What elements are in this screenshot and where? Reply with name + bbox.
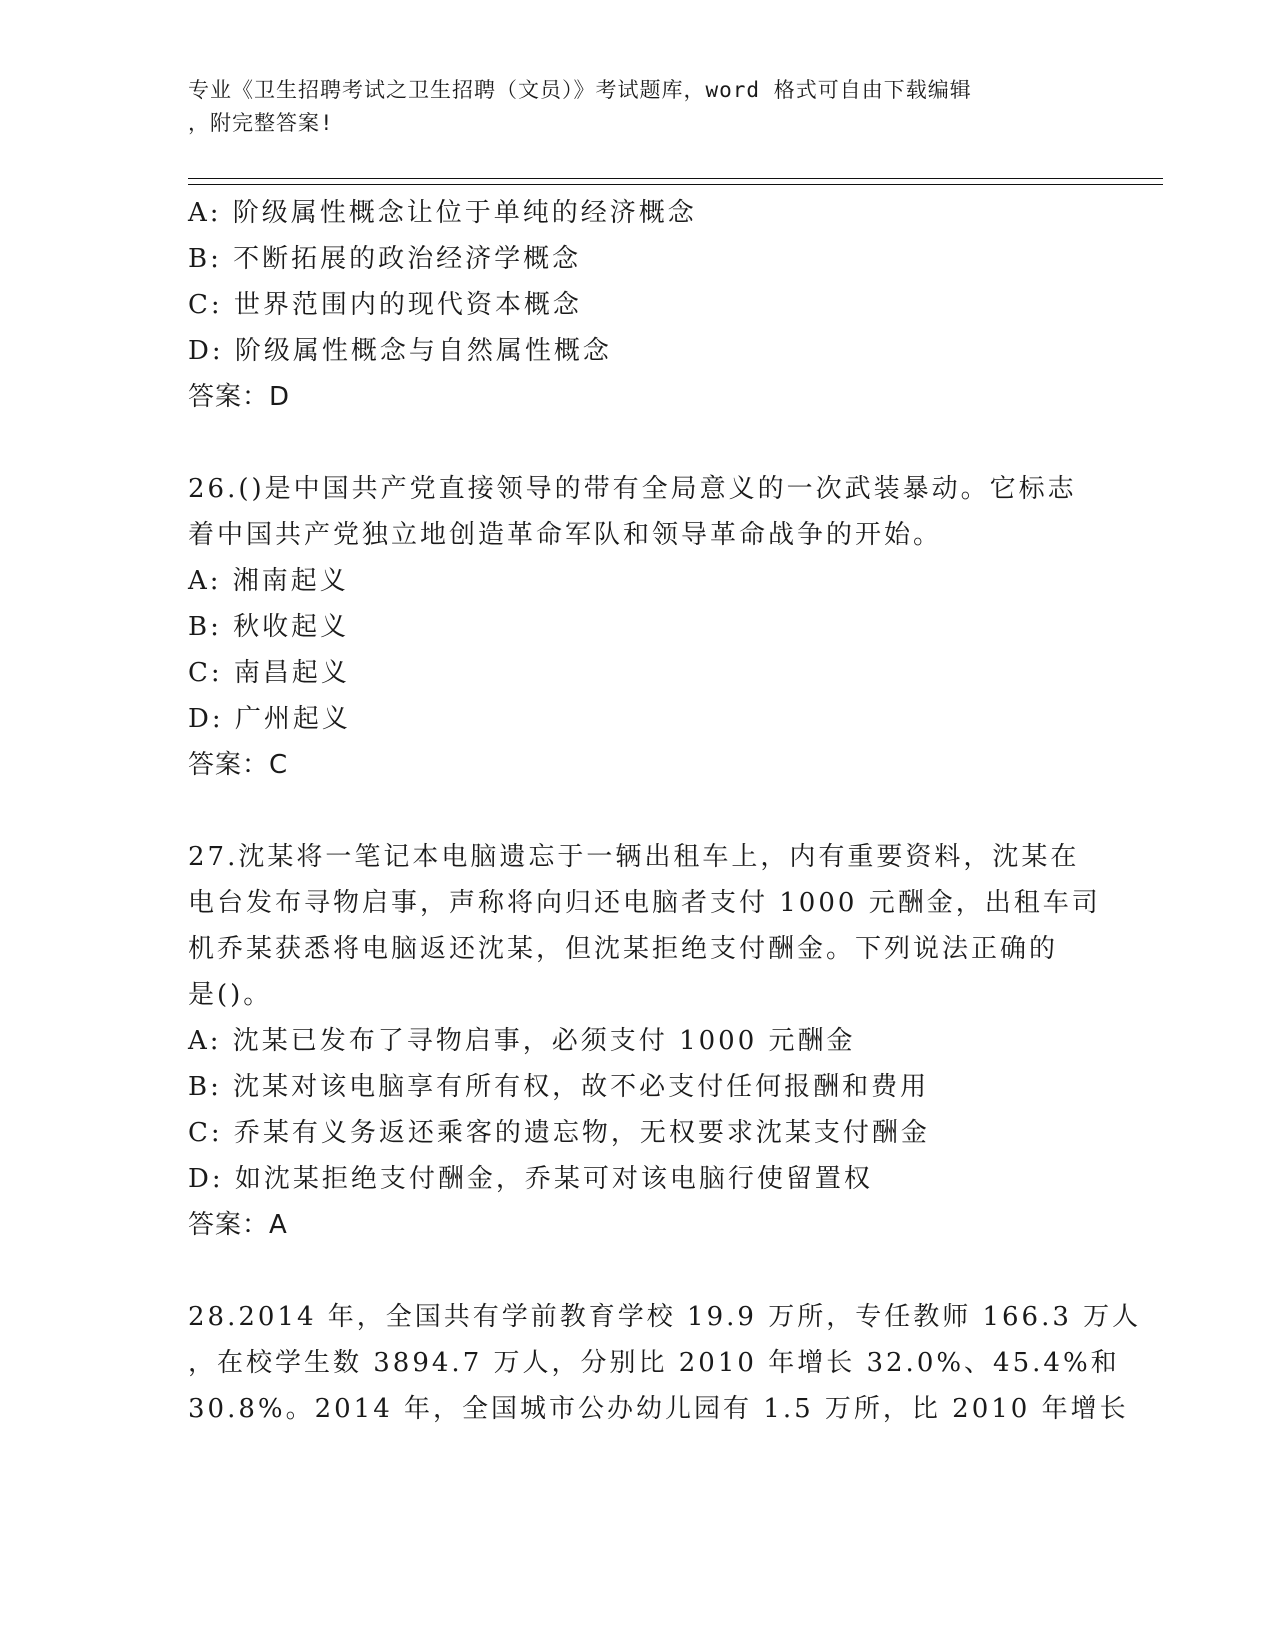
answer-line: 答案：C <box>188 750 289 780</box>
option-b: B: 不断拓展的政治经济学概念 <box>188 244 582 274</box>
question-stem-line: 是()。 <box>188 980 273 1010</box>
question-25 <box>188 190 1088 420</box>
option-d: D: 阶级属性概念与自然属性概念 <box>188 336 612 366</box>
question-stem-line: ，在校学生数 3894.7 万人，分别比 2010 年增长 32.0%、45.4%和 <box>188 1348 1120 1378</box>
question-content <box>188 190 1142 1432</box>
header-line-1: 专业《卫生招聘考试之卫生招聘（文员）》考试题库，word 格式可自由下载编辑 <box>188 78 972 102</box>
option-a: A: 沈某已发布了寻物启事，必须支付 1000 元酬金 <box>188 1026 856 1056</box>
option-a: A: 湘南起义 <box>188 566 349 596</box>
question-stem-line: 28.2014 年，全国共有学前教育学校 19.9 万所，专任教师 166.3 万人 <box>188 1302 1142 1332</box>
option-d: D: 广州起义 <box>188 704 351 734</box>
option-b: B: 沈某对该电脑享有所有权，故不必支付任何报酬和费用 <box>188 1072 930 1102</box>
question-stem-line: 26.()是中国共产党直接领导的带有全局意义的一次武装暴动。它标志 <box>188 474 1077 504</box>
answer-line: 答案：A <box>188 1210 288 1240</box>
option-d: D: 如沈某拒绝支付酬金，乔某可对该电脑行使留置权 <box>188 1164 873 1194</box>
question-28 <box>188 1294 1142 1432</box>
question-27 <box>188 834 1101 1248</box>
question-stem-line: 着中国共产党独立地创造革命军队和领导革命战争的开始。 <box>188 520 943 550</box>
answer-line: 答案：D <box>188 382 291 412</box>
question-stem-line: 机乔某获悉将电脑返还沈某，但沈某拒绝支付酬金。下列说法正确的 <box>188 934 1059 964</box>
question-stem-line: 27.沈某将一笔记本电脑遗忘于一辆出租车上，内有重要资料，沈某在 <box>188 842 1080 872</box>
option-c: C: 乔某有义务返还乘客的遗忘物，无权要求沈某支付酬金 <box>188 1118 930 1148</box>
option-c: C: 世界范围内的现代资本概念 <box>188 290 582 320</box>
option-b: B: 秋收起义 <box>188 612 350 642</box>
header-line-2: ，附完整答案! <box>188 111 334 135</box>
question-26 <box>188 466 1088 788</box>
question-stem-line: 电台发布寻物启事，声称将向归还电脑者支付 1000 元酬金，出租车司 <box>188 888 1101 918</box>
option-a: A: 阶级属性概念让位于单纯的经济概念 <box>188 198 697 228</box>
option-c: C: 南昌起义 <box>188 658 350 688</box>
document-header <box>188 74 1068 140</box>
question-stem-line: 30.8%。2014 年，全国城市公办幼儿园有 1.5 万所，比 2010 年增长 <box>188 1394 1129 1424</box>
header-divider-bottom <box>188 184 1163 185</box>
header-divider-top <box>188 178 1163 179</box>
